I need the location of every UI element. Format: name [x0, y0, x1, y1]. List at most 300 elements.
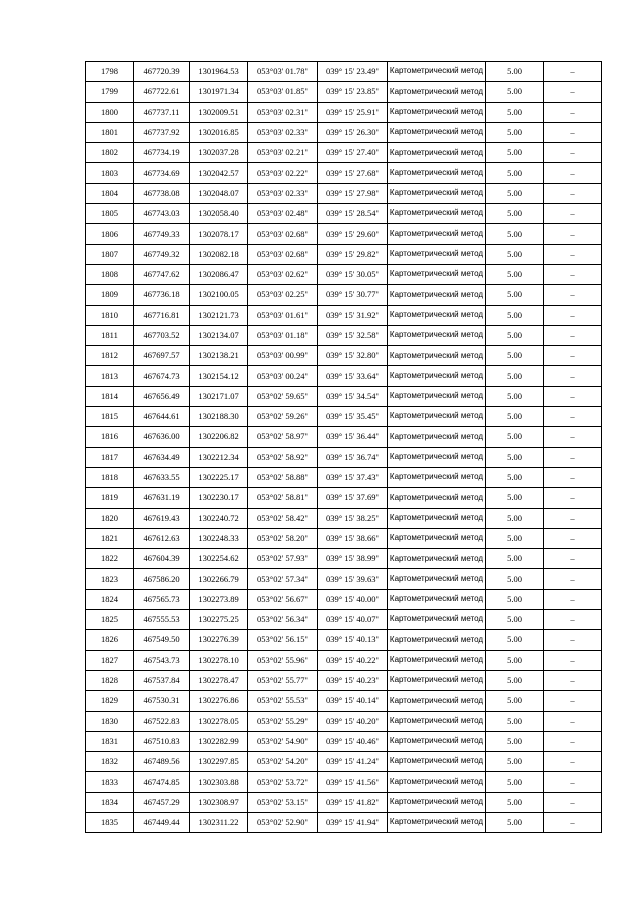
y-coordinate-cell: 1302278.10 — [190, 650, 248, 670]
accuracy-cell: 5.00 — [486, 163, 544, 183]
x-coordinate-cell: 467604.39 — [134, 549, 190, 569]
y-coordinate-cell: 1302154.12 — [190, 366, 248, 386]
x-coordinate-cell: 467537.84 — [134, 670, 190, 690]
note-cell: – — [544, 711, 602, 731]
longitude-cell: 039° 15' 26.30" — [318, 122, 388, 142]
latitude-cell: 053°03' 02.68" — [248, 224, 318, 244]
y-coordinate-cell: 1301964.53 — [190, 62, 248, 82]
point-number-cell: 1822 — [86, 549, 134, 569]
note-cell: – — [544, 407, 602, 427]
point-number-cell: 1821 — [86, 528, 134, 548]
point-number-cell: 1833 — [86, 772, 134, 792]
accuracy-cell: 5.00 — [486, 427, 544, 447]
y-coordinate-cell: 1302276.39 — [190, 630, 248, 650]
latitude-cell: 053°03' 02.25" — [248, 285, 318, 305]
accuracy-cell: 5.00 — [486, 143, 544, 163]
latitude-cell: 053°02' 58.20" — [248, 528, 318, 548]
longitude-cell: 039° 15' 41.24" — [318, 752, 388, 772]
latitude-cell: 053°02' 58.81" — [248, 488, 318, 508]
y-coordinate-cell: 1302212.34 — [190, 447, 248, 467]
x-coordinate-cell: 467743.03 — [134, 204, 190, 224]
y-coordinate-cell: 1302082.18 — [190, 244, 248, 264]
note-cell: – — [544, 752, 602, 772]
latitude-cell: 053°03' 02.33" — [248, 183, 318, 203]
point-number-cell: 1831 — [86, 731, 134, 751]
note-cell: – — [544, 549, 602, 569]
note-cell: – — [544, 447, 602, 467]
longitude-cell: 039° 15' 32.80" — [318, 346, 388, 366]
x-coordinate-cell: 467722.61 — [134, 82, 190, 102]
point-number-cell: 1800 — [86, 102, 134, 122]
coordinates-table-body — [86, 62, 602, 833]
note-cell: – — [544, 589, 602, 609]
y-coordinate-cell: 1302016.85 — [190, 122, 248, 142]
point-number-cell: 1829 — [86, 691, 134, 711]
note-cell: – — [544, 691, 602, 711]
latitude-cell: 053°03' 02.31" — [248, 102, 318, 122]
method-cell: Картометрический метод — [388, 630, 486, 650]
accuracy-cell: 5.00 — [486, 305, 544, 325]
point-number-cell: 1825 — [86, 610, 134, 630]
longitude-cell: 039° 15' 41.56" — [318, 772, 388, 792]
accuracy-cell: 5.00 — [486, 650, 544, 670]
longitude-cell: 039° 15' 40.22" — [318, 650, 388, 670]
y-coordinate-cell: 1302278.05 — [190, 711, 248, 731]
latitude-cell: 053°02' 53.72" — [248, 772, 318, 792]
accuracy-cell: 5.00 — [486, 467, 544, 487]
longitude-cell: 039° 15' 23.85" — [318, 82, 388, 102]
point-number-cell: 1820 — [86, 508, 134, 528]
table-row — [86, 122, 602, 142]
longitude-cell: 039° 15' 25.91" — [318, 102, 388, 122]
y-coordinate-cell: 1302225.17 — [190, 467, 248, 487]
point-number-cell: 1815 — [86, 407, 134, 427]
x-coordinate-cell: 467656.49 — [134, 386, 190, 406]
method-cell: Картометрический метод — [388, 772, 486, 792]
x-coordinate-cell: 467619.43 — [134, 508, 190, 528]
table-row — [86, 102, 602, 122]
table-row — [86, 731, 602, 751]
coordinates-table — [85, 61, 602, 833]
y-coordinate-cell: 1302009.51 — [190, 102, 248, 122]
x-coordinate-cell: 467737.92 — [134, 122, 190, 142]
y-coordinate-cell: 1302311.22 — [190, 812, 248, 832]
x-coordinate-cell: 467633.55 — [134, 467, 190, 487]
method-cell: Картометрический метод — [388, 731, 486, 751]
method-cell: Картометрический метод — [388, 589, 486, 609]
method-cell: Картометрический метод — [388, 488, 486, 508]
accuracy-cell: 5.00 — [486, 102, 544, 122]
latitude-cell: 053°03' 02.22" — [248, 163, 318, 183]
point-number-cell: 1810 — [86, 305, 134, 325]
longitude-cell: 039° 15' 30.05" — [318, 264, 388, 284]
point-number-cell: 1819 — [86, 488, 134, 508]
method-cell: Картометрический метод — [388, 82, 486, 102]
longitude-cell: 039° 15' 32.58" — [318, 325, 388, 345]
y-coordinate-cell: 1302266.79 — [190, 569, 248, 589]
point-number-cell: 1834 — [86, 792, 134, 812]
latitude-cell: 053°03' 01.85" — [248, 82, 318, 102]
table-row — [86, 447, 602, 467]
table-row — [86, 305, 602, 325]
point-number-cell: 1814 — [86, 386, 134, 406]
y-coordinate-cell: 1302086.47 — [190, 264, 248, 284]
y-coordinate-cell: 1302230.17 — [190, 488, 248, 508]
x-coordinate-cell: 467586.20 — [134, 569, 190, 589]
method-cell: Картометрический метод — [388, 224, 486, 244]
method-cell: Картометрический метод — [388, 62, 486, 82]
accuracy-cell: 5.00 — [486, 325, 544, 345]
latitude-cell: 053°02' 56.67" — [248, 589, 318, 609]
point-number-cell: 1827 — [86, 650, 134, 670]
method-cell: Картометрический метод — [388, 752, 486, 772]
x-coordinate-cell: 467522.83 — [134, 711, 190, 731]
table-row — [86, 650, 602, 670]
accuracy-cell: 5.00 — [486, 508, 544, 528]
method-cell: Картометрический метод — [388, 447, 486, 467]
longitude-cell: 039° 15' 29.60" — [318, 224, 388, 244]
latitude-cell: 053°03' 02.68" — [248, 244, 318, 264]
table-row — [86, 528, 602, 548]
x-coordinate-cell: 467720.39 — [134, 62, 190, 82]
note-cell: – — [544, 508, 602, 528]
x-coordinate-cell: 467555.53 — [134, 610, 190, 630]
note-cell: – — [544, 183, 602, 203]
point-number-cell: 1805 — [86, 204, 134, 224]
y-coordinate-cell: 1302282.99 — [190, 731, 248, 751]
accuracy-cell: 5.00 — [486, 82, 544, 102]
method-cell: Картометрический метод — [388, 407, 486, 427]
accuracy-cell: 5.00 — [486, 630, 544, 650]
longitude-cell: 039° 15' 41.94" — [318, 812, 388, 832]
method-cell: Картометрический метод — [388, 812, 486, 832]
method-cell: Картометрический метод — [388, 467, 486, 487]
note-cell: – — [544, 244, 602, 264]
x-coordinate-cell: 467703.52 — [134, 325, 190, 345]
note-cell: – — [544, 82, 602, 102]
method-cell: Картометрический метод — [388, 285, 486, 305]
longitude-cell: 039° 15' 37.43" — [318, 467, 388, 487]
latitude-cell: 053°02' 58.92" — [248, 447, 318, 467]
longitude-cell: 039° 15' 36.74" — [318, 447, 388, 467]
latitude-cell: 053°02' 54.20" — [248, 752, 318, 772]
method-cell: Картометрический метод — [388, 427, 486, 447]
y-coordinate-cell: 1302303.88 — [190, 772, 248, 792]
accuracy-cell: 5.00 — [486, 285, 544, 305]
point-number-cell: 1804 — [86, 183, 134, 203]
accuracy-cell: 5.00 — [486, 569, 544, 589]
note-cell: – — [544, 630, 602, 650]
note-cell: – — [544, 366, 602, 386]
note-cell: – — [544, 812, 602, 832]
latitude-cell: 053°02' 55.53" — [248, 691, 318, 711]
x-coordinate-cell: 467631.19 — [134, 488, 190, 508]
accuracy-cell: 5.00 — [486, 752, 544, 772]
method-cell: Картометрический метод — [388, 305, 486, 325]
longitude-cell: 039° 15' 40.14" — [318, 691, 388, 711]
x-coordinate-cell: 467449.44 — [134, 812, 190, 832]
accuracy-cell: 5.00 — [486, 122, 544, 142]
note-cell: – — [544, 224, 602, 244]
accuracy-cell: 5.00 — [486, 812, 544, 832]
x-coordinate-cell: 467634.49 — [134, 447, 190, 467]
method-cell: Картометрический метод — [388, 366, 486, 386]
y-coordinate-cell: 1302276.86 — [190, 691, 248, 711]
accuracy-cell: 5.00 — [486, 224, 544, 244]
method-cell: Картометрический метод — [388, 670, 486, 690]
accuracy-cell: 5.00 — [486, 366, 544, 386]
accuracy-cell: 5.00 — [486, 589, 544, 609]
latitude-cell: 053°03' 02.48" — [248, 204, 318, 224]
y-coordinate-cell: 1302188.30 — [190, 407, 248, 427]
table-row — [86, 569, 602, 589]
method-cell: Картометрический метод — [388, 711, 486, 731]
point-number-cell: 1808 — [86, 264, 134, 284]
table-row — [86, 670, 602, 690]
note-cell: – — [544, 772, 602, 792]
x-coordinate-cell: 467549.50 — [134, 630, 190, 650]
y-coordinate-cell: 1302308.97 — [190, 792, 248, 812]
y-coordinate-cell: 1302078.17 — [190, 224, 248, 244]
table-row — [86, 204, 602, 224]
method-cell: Картометрический метод — [388, 528, 486, 548]
longitude-cell: 039° 15' 30.77" — [318, 285, 388, 305]
longitude-cell: 039° 15' 38.66" — [318, 528, 388, 548]
note-cell: – — [544, 427, 602, 447]
x-coordinate-cell: 467457.29 — [134, 792, 190, 812]
table-row — [86, 163, 602, 183]
point-number-cell: 1830 — [86, 711, 134, 731]
accuracy-cell: 5.00 — [486, 183, 544, 203]
point-number-cell: 1828 — [86, 670, 134, 690]
y-coordinate-cell: 1302278.47 — [190, 670, 248, 690]
note-cell: – — [544, 731, 602, 751]
table-row — [86, 325, 602, 345]
note-cell: – — [544, 670, 602, 690]
y-coordinate-cell: 1302273.89 — [190, 589, 248, 609]
longitude-cell: 039° 15' 41.82" — [318, 792, 388, 812]
y-coordinate-cell: 1302275.25 — [190, 610, 248, 630]
longitude-cell: 039° 15' 33.64" — [318, 366, 388, 386]
point-number-cell: 1801 — [86, 122, 134, 142]
y-coordinate-cell: 1302297.85 — [190, 752, 248, 772]
longitude-cell: 039° 15' 40.20" — [318, 711, 388, 731]
latitude-cell: 053°02' 59.65" — [248, 386, 318, 406]
table-row — [86, 346, 602, 366]
method-cell: Картометрический метод — [388, 102, 486, 122]
y-coordinate-cell: 1302121.73 — [190, 305, 248, 325]
method-cell: Картометрический метод — [388, 122, 486, 142]
y-coordinate-cell: 1302042.57 — [190, 163, 248, 183]
latitude-cell: 053°02' 58.88" — [248, 467, 318, 487]
longitude-cell: 039° 15' 27.68" — [318, 163, 388, 183]
accuracy-cell: 5.00 — [486, 528, 544, 548]
y-coordinate-cell: 1302138.21 — [190, 346, 248, 366]
point-number-cell: 1823 — [86, 569, 134, 589]
longitude-cell: 039° 15' 40.13" — [318, 630, 388, 650]
note-cell: – — [544, 143, 602, 163]
latitude-cell: 053°03' 01.18" — [248, 325, 318, 345]
latitude-cell: 053°02' 54.90" — [248, 731, 318, 751]
point-number-cell: 1824 — [86, 589, 134, 609]
longitude-cell: 039° 15' 40.46" — [318, 731, 388, 751]
table-row — [86, 610, 602, 630]
accuracy-cell: 5.00 — [486, 386, 544, 406]
table-row — [86, 143, 602, 163]
x-coordinate-cell: 467737.11 — [134, 102, 190, 122]
latitude-cell: 053°03' 01.61" — [248, 305, 318, 325]
note-cell: – — [544, 204, 602, 224]
x-coordinate-cell: 467674.73 — [134, 366, 190, 386]
note-cell: – — [544, 346, 602, 366]
longitude-cell: 039° 15' 23.49" — [318, 62, 388, 82]
point-number-cell: 1835 — [86, 812, 134, 832]
table-row — [86, 244, 602, 264]
latitude-cell: 053°02' 56.34" — [248, 610, 318, 630]
longitude-cell: 039° 15' 37.69" — [318, 488, 388, 508]
note-cell: – — [544, 62, 602, 82]
point-number-cell: 1807 — [86, 244, 134, 264]
accuracy-cell: 5.00 — [486, 244, 544, 264]
table-row — [86, 691, 602, 711]
accuracy-cell: 5.00 — [486, 549, 544, 569]
note-cell: – — [544, 467, 602, 487]
x-coordinate-cell: 467716.81 — [134, 305, 190, 325]
table-row — [86, 285, 602, 305]
note-cell: – — [544, 102, 602, 122]
table-row — [86, 264, 602, 284]
accuracy-cell: 5.00 — [486, 447, 544, 467]
x-coordinate-cell: 467474.85 — [134, 772, 190, 792]
table-row — [86, 792, 602, 812]
y-coordinate-cell: 1302254.62 — [190, 549, 248, 569]
method-cell: Картометрический метод — [388, 143, 486, 163]
note-cell: – — [544, 528, 602, 548]
note-cell: – — [544, 569, 602, 589]
latitude-cell: 053°03' 02.33" — [248, 122, 318, 142]
note-cell: – — [544, 305, 602, 325]
point-number-cell: 1798 — [86, 62, 134, 82]
latitude-cell: 053°02' 56.15" — [248, 630, 318, 650]
latitude-cell: 053°02' 55.77" — [248, 670, 318, 690]
method-cell: Картометрический метод — [388, 650, 486, 670]
table-row — [86, 62, 602, 82]
note-cell: – — [544, 264, 602, 284]
latitude-cell: 053°03' 02.21" — [248, 143, 318, 163]
x-coordinate-cell: 467612.63 — [134, 528, 190, 548]
table-row — [86, 224, 602, 244]
method-cell: Картометрический метод — [388, 346, 486, 366]
point-number-cell: 1816 — [86, 427, 134, 447]
y-coordinate-cell: 1302100.05 — [190, 285, 248, 305]
table-row — [86, 407, 602, 427]
longitude-cell: 039° 15' 28.54" — [318, 204, 388, 224]
accuracy-cell: 5.00 — [486, 610, 544, 630]
table-row — [86, 82, 602, 102]
x-coordinate-cell: 467738.08 — [134, 183, 190, 203]
table-row — [86, 630, 602, 650]
longitude-cell: 039° 15' 40.23" — [318, 670, 388, 690]
accuracy-cell: 5.00 — [486, 711, 544, 731]
note-cell: – — [544, 650, 602, 670]
accuracy-cell: 5.00 — [486, 346, 544, 366]
point-number-cell: 1812 — [86, 346, 134, 366]
method-cell: Картометрический метод — [388, 386, 486, 406]
longitude-cell: 039° 15' 38.25" — [318, 508, 388, 528]
table-row — [86, 812, 602, 832]
method-cell: Картометрический метод — [388, 691, 486, 711]
y-coordinate-cell: 1302240.72 — [190, 508, 248, 528]
x-coordinate-cell: 467543.73 — [134, 650, 190, 670]
longitude-cell: 039° 15' 40.00" — [318, 589, 388, 609]
table-row — [86, 183, 602, 203]
point-number-cell: 1809 — [86, 285, 134, 305]
y-coordinate-cell: 1302171.07 — [190, 386, 248, 406]
x-coordinate-cell: 467749.33 — [134, 224, 190, 244]
note-cell: – — [544, 792, 602, 812]
accuracy-cell: 5.00 — [486, 670, 544, 690]
point-number-cell: 1832 — [86, 752, 134, 772]
latitude-cell: 053°02' 58.97" — [248, 427, 318, 447]
x-coordinate-cell: 467565.73 — [134, 589, 190, 609]
latitude-cell: 053°02' 55.29" — [248, 711, 318, 731]
accuracy-cell: 5.00 — [486, 488, 544, 508]
x-coordinate-cell: 467749.32 — [134, 244, 190, 264]
latitude-cell: 053°03' 01.78" — [248, 62, 318, 82]
point-number-cell: 1826 — [86, 630, 134, 650]
longitude-cell: 039° 15' 39.63" — [318, 569, 388, 589]
accuracy-cell: 5.00 — [486, 792, 544, 812]
note-cell: – — [544, 610, 602, 630]
method-cell: Картометрический метод — [388, 508, 486, 528]
method-cell: Картометрический метод — [388, 244, 486, 264]
accuracy-cell: 5.00 — [486, 204, 544, 224]
x-coordinate-cell: 467736.18 — [134, 285, 190, 305]
longitude-cell: 039° 15' 31.92" — [318, 305, 388, 325]
latitude-cell: 053°02' 57.93" — [248, 549, 318, 569]
table-row — [86, 427, 602, 447]
longitude-cell: 039° 15' 36.44" — [318, 427, 388, 447]
method-cell: Картометрический метод — [388, 610, 486, 630]
note-cell: – — [544, 163, 602, 183]
table-row — [86, 711, 602, 731]
y-coordinate-cell: 1302037.28 — [190, 143, 248, 163]
accuracy-cell: 5.00 — [486, 264, 544, 284]
y-coordinate-cell: 1302058.40 — [190, 204, 248, 224]
y-coordinate-cell: 1302206.82 — [190, 427, 248, 447]
table-row — [86, 386, 602, 406]
table-row — [86, 488, 602, 508]
latitude-cell: 053°03' 02.62" — [248, 264, 318, 284]
point-number-cell: 1802 — [86, 143, 134, 163]
method-cell: Картометрический метод — [388, 325, 486, 345]
point-number-cell: 1813 — [86, 366, 134, 386]
y-coordinate-cell: 1302048.07 — [190, 183, 248, 203]
table-row — [86, 589, 602, 609]
longitude-cell: 039° 15' 34.54" — [318, 386, 388, 406]
latitude-cell: 053°02' 59.26" — [248, 407, 318, 427]
note-cell: – — [544, 386, 602, 406]
table-row — [86, 508, 602, 528]
x-coordinate-cell: 467510.83 — [134, 731, 190, 751]
point-number-cell: 1806 — [86, 224, 134, 244]
longitude-cell: 039° 15' 38.99" — [318, 549, 388, 569]
x-coordinate-cell: 467636.00 — [134, 427, 190, 447]
latitude-cell: 053°02' 53.15" — [248, 792, 318, 812]
x-coordinate-cell: 467644.61 — [134, 407, 190, 427]
longitude-cell: 039° 15' 27.98" — [318, 183, 388, 203]
latitude-cell: 053°03' 00.99" — [248, 346, 318, 366]
